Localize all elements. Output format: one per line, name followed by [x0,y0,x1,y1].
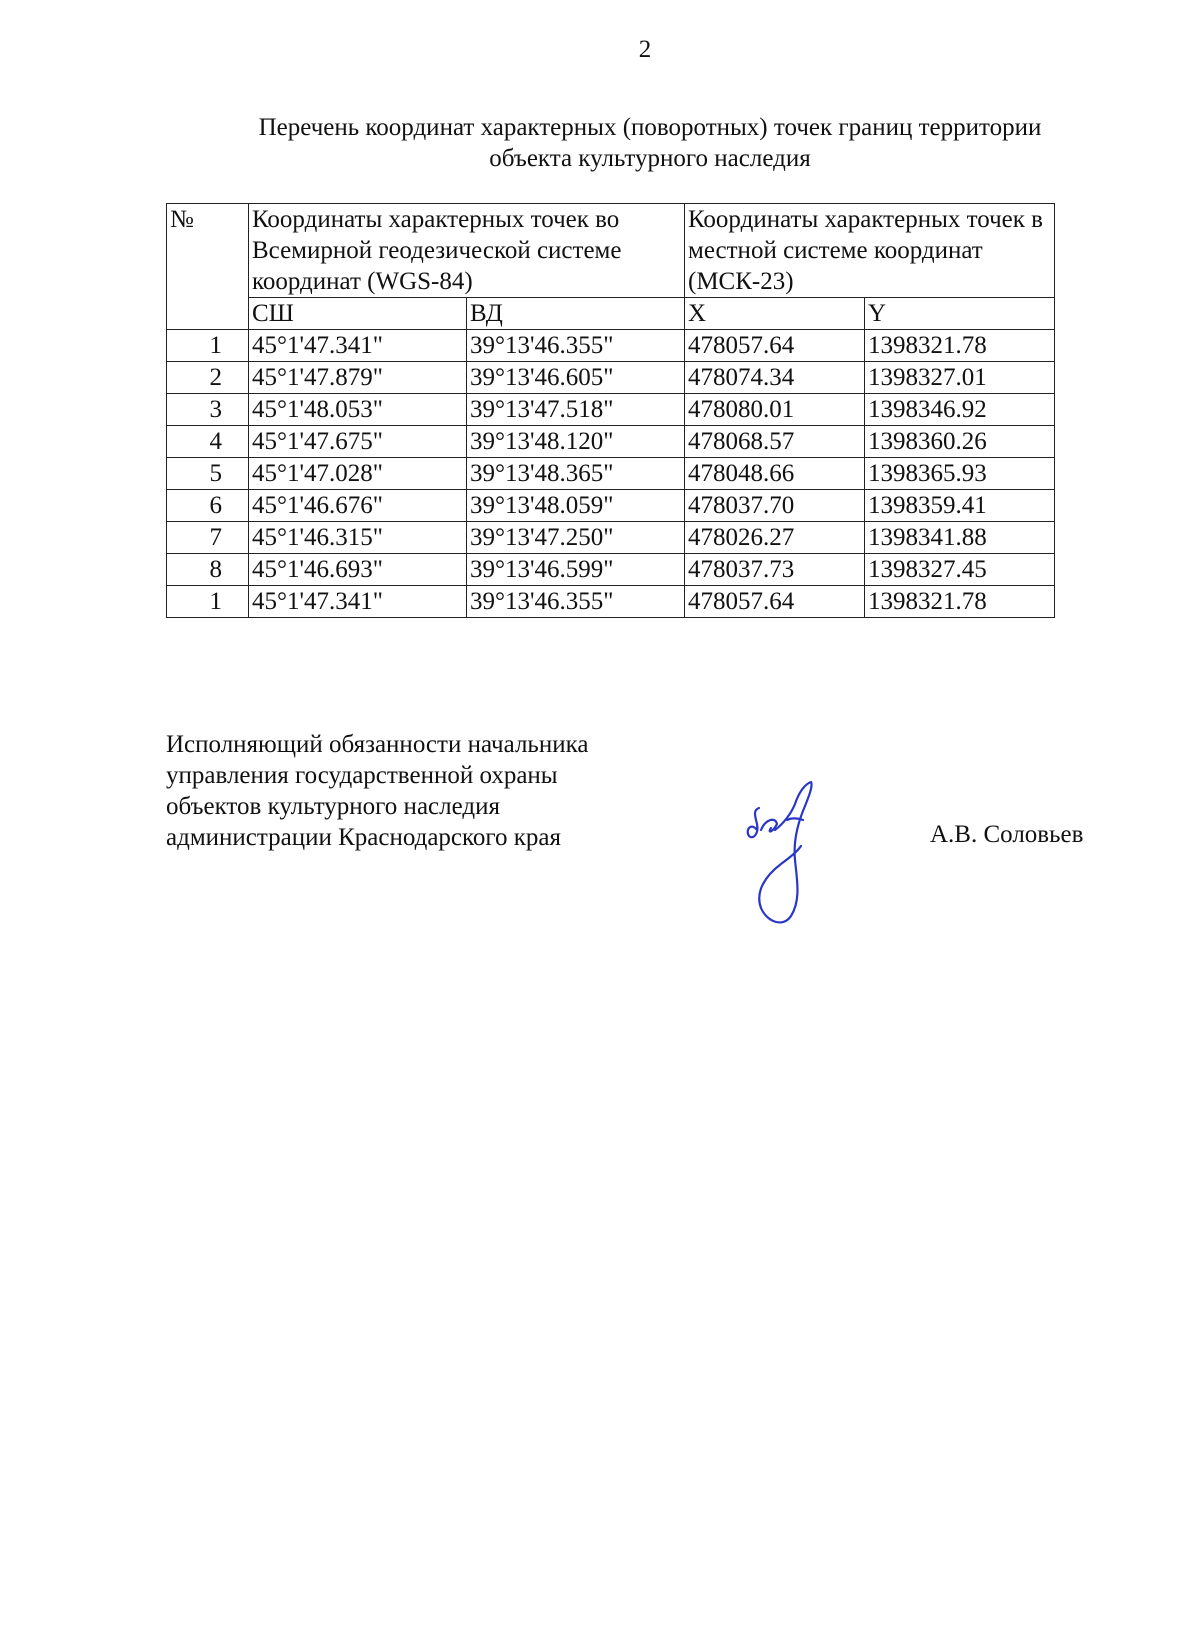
position-line-3: объектов культурного наследия [166,793,500,820]
cell-point-number: 2 [167,362,249,394]
document-title [150,112,1150,174]
cell-y: 1398360.26 [865,426,1055,458]
header-msk23: Координаты характерных точек в местной системе координат (МСК-23) [685,204,1055,298]
cell-longitude: 39°13'46.355" [467,330,685,362]
cell-x: 478037.70 [685,490,865,522]
cell-latitude: 45°1'46.315" [249,522,467,554]
cell-point-number: 1 [167,330,249,362]
cell-y: 1398365.93 [865,458,1055,490]
cell-latitude: 45°1'47.879" [249,362,467,394]
cell-latitude: 45°1'47.028" [249,458,467,490]
position-line-2: управления государственной охраны [166,762,558,789]
table-row [167,458,1055,490]
cell-y: 1398327.01 [865,362,1055,394]
table-header-row [167,204,1055,298]
cell-latitude: 45°1'46.676" [249,490,467,522]
cell-y: 1398346.92 [865,394,1055,426]
title-line-1: Перечень координат характерных (поворотных) точек границ территории [258,114,1042,141]
table-row [167,330,1055,362]
cell-y: 1398359.41 [865,490,1055,522]
table-row [167,554,1055,586]
cell-point-number: 5 [167,458,249,490]
table-row [167,362,1055,394]
cell-latitude: 45°1'46.693" [249,554,467,586]
cell-longitude: 39°13'46.355" [467,586,685,618]
cell-y: 1398327.45 [865,554,1055,586]
cell-point-number: 6 [167,490,249,522]
table-subheader-row [167,298,1055,330]
cell-longitude: 39°13'48.120" [467,426,685,458]
position-line-1: Исполняющий обязанности начальника [166,731,589,758]
cell-point-number: 7 [167,522,249,554]
table-row [167,522,1055,554]
handwritten-signature [735,780,845,930]
header-latitude: СШ [249,298,467,330]
cell-point-number: 1 [167,586,249,618]
cell-y: 1398321.78 [865,330,1055,362]
table-row [167,426,1055,458]
coordinates-table [166,203,1055,618]
coordinates-table-body [167,204,1055,618]
cell-point-number: 4 [167,426,249,458]
cell-latitude: 45°1'47.341" [249,586,467,618]
cell-longitude: 39°13'48.365" [467,458,685,490]
cell-point-number: 3 [167,394,249,426]
cell-y: 1398341.88 [865,522,1055,554]
header-number: № [167,204,249,330]
cell-longitude: 39°13'47.250" [467,522,685,554]
table-row [167,490,1055,522]
table-row [167,586,1055,618]
signer-name: А.В. Соловьев [930,821,1084,848]
cell-latitude: 45°1'47.675" [249,426,467,458]
header-y: Y [865,298,1055,330]
title-line-2: объекта культурного наследия [489,145,811,172]
position-line-4: администрации Краснодарского края [166,824,562,851]
cell-latitude: 45°1'48.053" [249,394,467,426]
cell-x: 478057.64 [685,330,865,362]
cell-y: 1398321.78 [865,586,1055,618]
cell-longitude: 39°13'46.605" [467,362,685,394]
cell-x: 478026.27 [685,522,865,554]
cell-x: 478037.73 [685,554,865,586]
cell-latitude: 45°1'47.341" [249,330,467,362]
header-x: X [685,298,865,330]
cell-x: 478080.01 [685,394,865,426]
header-wgs84: Координаты характерных точек во Всемирной геодезической системе координат (WGS-84) [249,204,685,298]
cell-x: 478068.57 [685,426,865,458]
header-longitude: ВД [467,298,685,330]
signatory-position [166,729,588,853]
cell-longitude: 39°13'46.599" [467,554,685,586]
table-row [167,394,1055,426]
cell-x: 478048.66 [685,458,865,490]
cell-longitude: 39°13'47.518" [467,394,685,426]
cell-point-number: 8 [167,554,249,586]
cell-x: 478057.64 [685,586,865,618]
cell-longitude: 39°13'48.059" [467,490,685,522]
cell-x: 478074.34 [685,362,865,394]
page-number: 2 [638,36,652,63]
